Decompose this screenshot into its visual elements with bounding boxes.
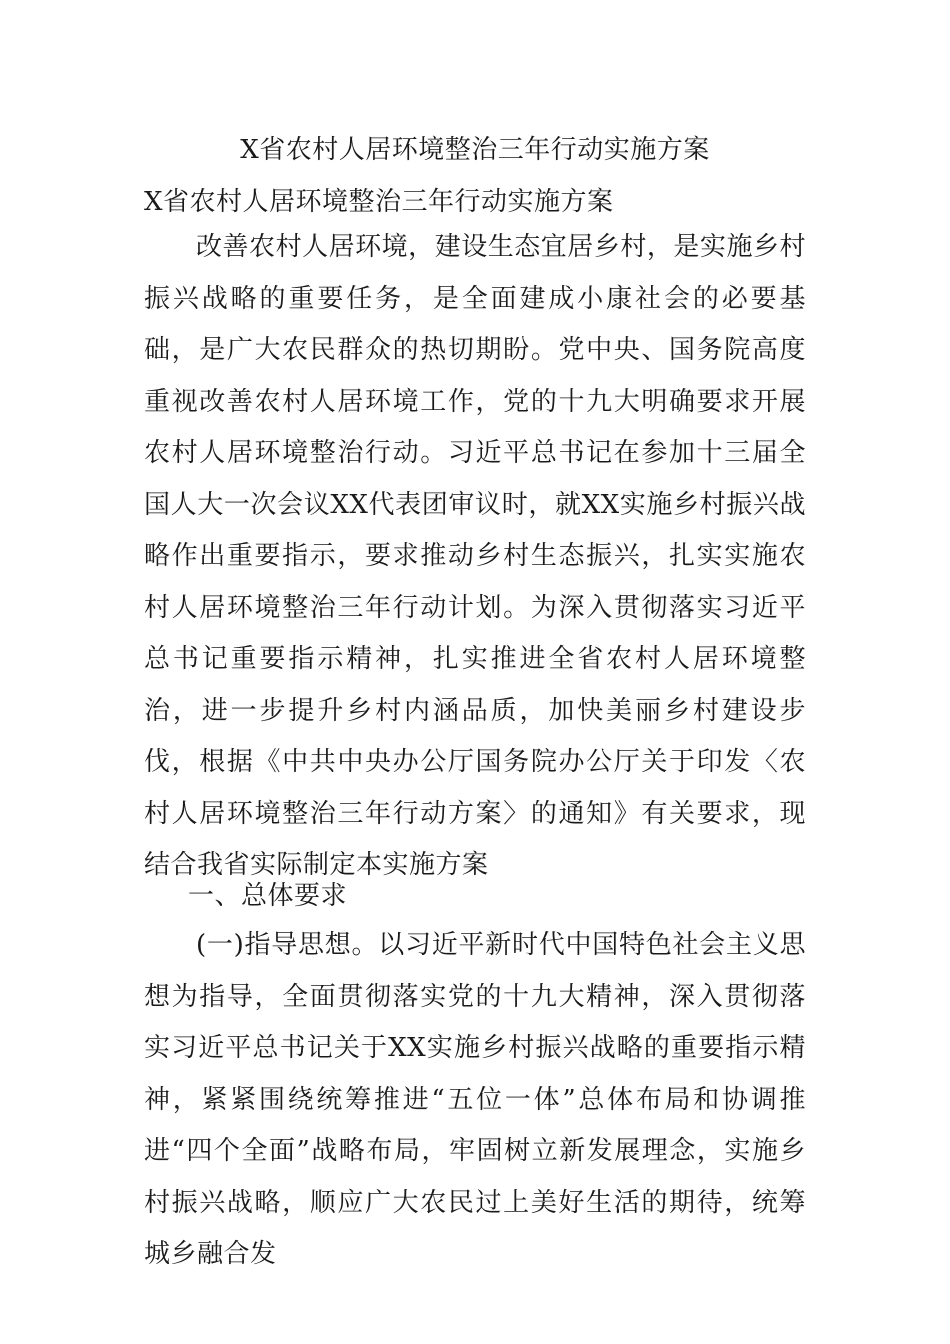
document-subtitle: X省农村人居环境整治三年行动实施方案 xyxy=(144,187,614,217)
section-heading: 一、总体要求 xyxy=(188,881,348,911)
document-title: X省农村人居环境整治三年行动实施方案 xyxy=(240,135,710,165)
intro-paragraph: 改善农村人居环境，建设生态宜居乡村，是实施乡村振兴战略的重要任务，是全面建成小康社会的必要基础，是广大农民群众的热切期盼。党中央、国务院高度重视改善农村人居环境工作，党的十九大明确要求开展农村人居环境整治行动。习近平总书记在参加十三届全国人大一次会议XX代表团审议时，就XX实施乡村振兴战略作出重要指示，要求推动乡村生态振兴，扎实实施农村人居环境整治三年行动计划。为深入贯彻落实习近平总书记重要指示精神，扎实推进全省农村人居环境整治，进一步提升乡村内涵品质，加快美丽乡村建设步伐，根据《中共中央办公厅国务院办公厅关于印发〈农村人居环境整治三年行动方案〉的通知》有关要求，现结合我省实际制定本实施方案 xyxy=(144,232,806,880)
guiding-paragraph: (一)指导思想。以习近平新时代中国特色社会主义思想为指导，全面贯彻落实党的十九大精神，深入贯彻落实习近平总书记关于XX实施乡村振兴战略的重要指示精神，紧紧围绕统筹推进“五位一体”总体布局和协调推进“四个全面”战略布局，牢固树立新发展理念，实施乡村振兴战略，顺应广大农民过上美好生活的期待，统筹城乡融合发 xyxy=(144,930,806,1269)
